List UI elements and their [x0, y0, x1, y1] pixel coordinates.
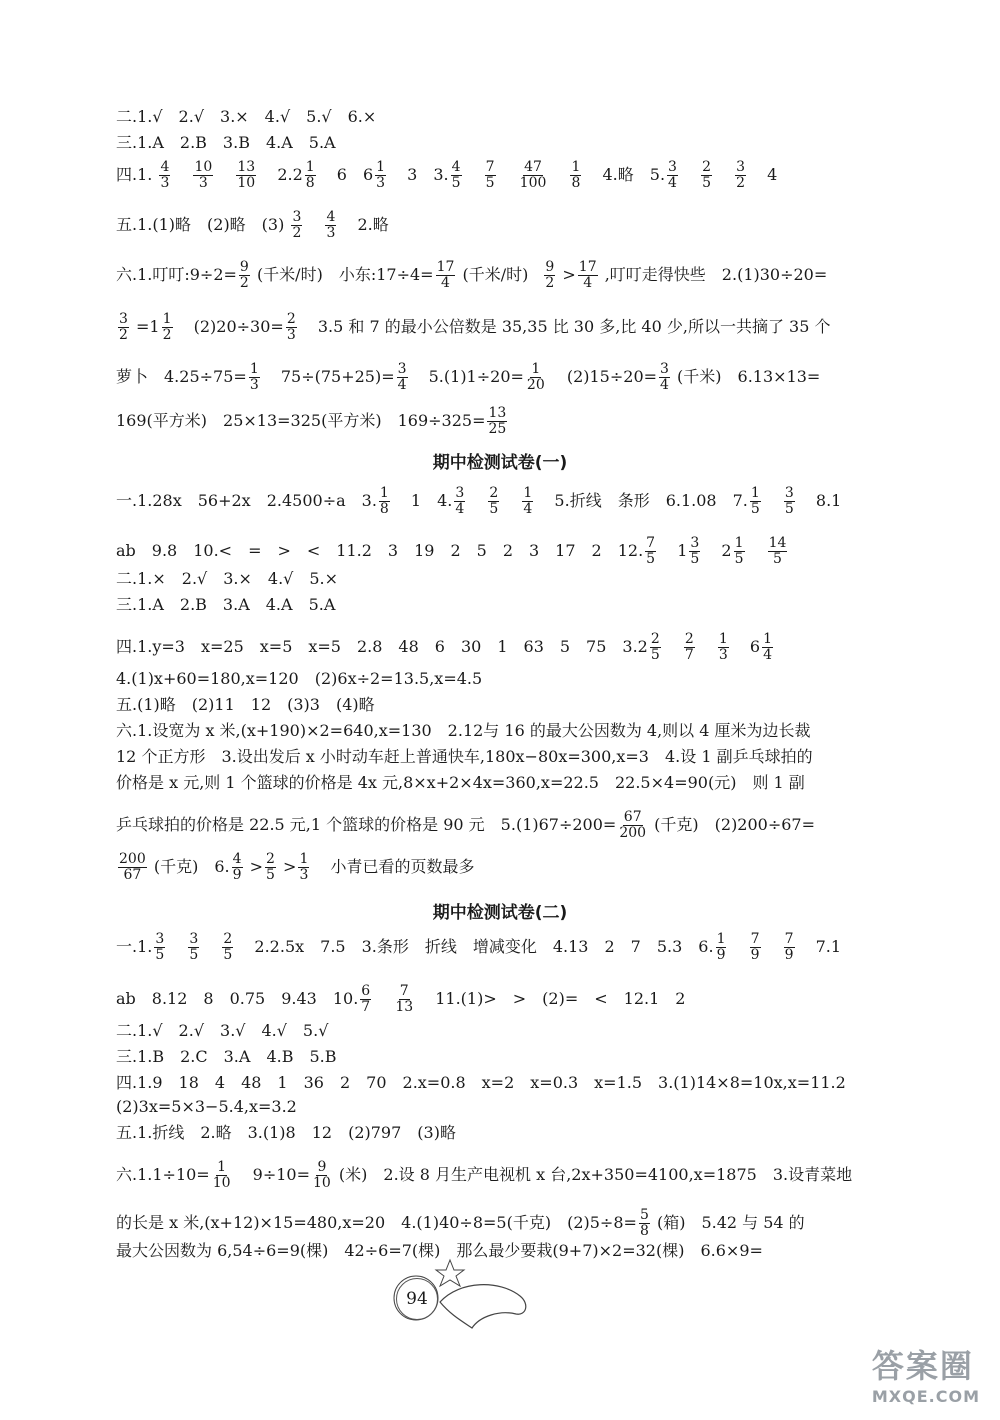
answer-line: 一.1. $\frac{3}{5}$ $\frac{3}{5}$ $\frac{2}{5}$ 2.2.5x 7.5 3.条形 折线 增减变化 4.13 2 7 5.3 6. $\frac{1}{9}$ $\frac{7}{9}$ $\frac{7}{9}$ 7.1 [116, 931, 842, 963]
answer-line: ab 8.12 8 0.75 9.43 10. $\frac{6}{7}$ $\frac{7}{13}$ 11.(1)> > (2)= < 12.1 2 [116, 983, 686, 1015]
watermark: 答案圈 MXQE.COM [871, 1347, 980, 1406]
answer-line: 五.1.(1)略 (2)略 (3) $\frac{3}{2}$ $\frac{4}{3}$ 2.略 [116, 209, 389, 241]
answer-line: 四.1.9 18 4 48 1 36 2 70 2.x=0.8 x=2 x=0.3 x=1.5 3.(1)14×8=10x,x=11.2 [116, 1073, 846, 1092]
answer-line: 萝卜 4.25÷75= $\frac{1}{3}$ 75÷(75+25)= $\frac{3}{4}$ 5.(1)1÷20= $\frac{1}{20}$ (2)15÷20= $\frac{3}{4}$ (千米) 6.13×13= [116, 361, 821, 393]
section-title: 期中检测试卷(二) [432, 903, 568, 923]
answer-line: 六.1.1÷10= $\frac{1}{10}$ 9÷10= $\frac{9}{10}$ (米) 2.设 8 月生产电视机 x 台,2x+350=4100,x=1875 3.设青菜地 [116, 1159, 853, 1191]
answer-line: 12 个正方形 3.设出发后 x 小时动车赶上普通快车,180x−80x=300,x=3 4.设 1 副乒乓球拍的 [116, 747, 813, 766]
answer-line: $\frac{200}{67}$ (千克) 6. $\frac{4}{9}$ > $\frac{2}{5}$ > $\frac{1}{3}$ 小青已看的页数最多 [119, 851, 475, 883]
answer-line: 四.1.y=3 x=25 x=5 x=5 2.8 48 6 30 1 63 5 75 3.2 $\frac{2}{5}$ $\frac{2}{7}$ $\frac{1}{3}$ 6 $\frac{1}{4}$ [116, 631, 773, 663]
answer-line: 五.1.折线 2.略 3.(1)8 12 (2)797 (3)略 [116, 1123, 456, 1142]
answer-line: (2)3x=5×3−5.4,x=3.2 [116, 1097, 297, 1116]
answer-line: 三.1.B 2.C 3.A 4.B 5.B [116, 1047, 337, 1066]
answer-line: 五.(1)略 (2)11 12 (3)3 (4)略 [116, 695, 375, 714]
section-title: 期中检测试卷(一) [432, 453, 568, 473]
answer-line: 四.1. $\frac{4}{3}$ $\frac{10}{3}$ $\frac{13}{10}$ 2.2 $\frac{1}{8}$ 6 6 $\frac{1}{3}$ 3 3. $\frac{4}{5}$ $\frac{7}{5}$ $\frac{47}{100}$ $\frac{1}{8}$ 4.略 5. $\frac{3}{4}$ $\frac{2}{5}$ $\frac{3}{2}$ 4 [116, 159, 778, 191]
answer-line: 三.1.A 2.B 3.B 4.A 5.A [116, 133, 336, 152]
answer-line: 乒乓球拍的价格是 22.5 元,1 个篮球的价格是 90 元 5.(1)67÷200= $\frac{67}{200}$ (千克) (2)200÷67= [116, 809, 816, 841]
answer-line: 二.1.√ 2.√ 3.√ 4.√ 5.√ [116, 1021, 329, 1040]
answer-line: 二.1.× 2.√ 3.× 4.√ 5.× [116, 569, 339, 588]
answer-line: 最大公因数为 6,54÷6=9(棵) 42÷6=7(棵) 那么最少要栽(9+7)×2=32(棵) 6.6×9= [116, 1241, 763, 1260]
answer-line: 4.(1)x+60=180,x=120 (2)6x÷2=13.5,x=4.5 [116, 669, 483, 688]
answer-line: 三.1.A 2.B 3.A 4.A 5.A [116, 595, 336, 614]
answer-line: $\frac{3}{2}$ =1 $\frac{1}{2}$ (2)20÷30= $\frac{2}{3}$ 3.5 和 7 的最小公倍数是 35,35 比 30 多,比 40 少,所以一共摘了 35 个 [119, 311, 831, 343]
answer-line: 一.1.28x 56+2x 2.4500÷a 3. $\frac{1}{8}$ 1 4. $\frac{3}{4}$ $\frac{2}{5}$ $\frac{1}{4}$ 5.折线 条形 6.1.08 7. $\frac{1}{5}$ $\frac{3}{5}$ 8.1 [116, 485, 842, 517]
answer-line: 价格是 x 元,则 1 个篮球的价格是 4x 元,8×x+2×4x=360,x=22.5 22.5×4=90(元) 则 1 副 [116, 773, 805, 792]
answer-line: 的长是 x 米,(x+12)×15=480,x=20 4.(1)40÷8=5(千克) (2)5÷8= $\frac{5}{8}$ (箱) 5.42 与 54 的 [116, 1207, 805, 1239]
answer-line: 二.1.√ 2.√ 3.× 4.√ 5.√ 6.× [116, 107, 377, 126]
answer-line: 169(平方米) 25×13=325(平方米) 169÷325= $\frac{13}{25}$ [116, 405, 507, 437]
page-number: 94 [396, 1278, 438, 1320]
answer-line: 六.1.叮叮:9÷2= $\frac{9}{2}$ (千米/时) 小东:17÷4= $\frac{17}{4}$ (千米/时) $\frac{9}{2}$ > $\frac{17}{4}$ ,叮叮走得快些 2.(1)30÷20= [116, 259, 828, 291]
answer-line: 六.1.设宽为 x 米,(x+190)×2=640,x=130 2.12与 16 的最大公因数为 4,则以 4 厘米为边长裁 [116, 721, 811, 740]
answer-line: ab 9.8 10.< = > < 11.2 3 19 2 5 2 3 17 2 12. $\frac{7}{5}$ 1 $\frac{3}{5}$ 2 $\frac{1}{5}$ $\frac{14}{5}$ [116, 535, 787, 567]
